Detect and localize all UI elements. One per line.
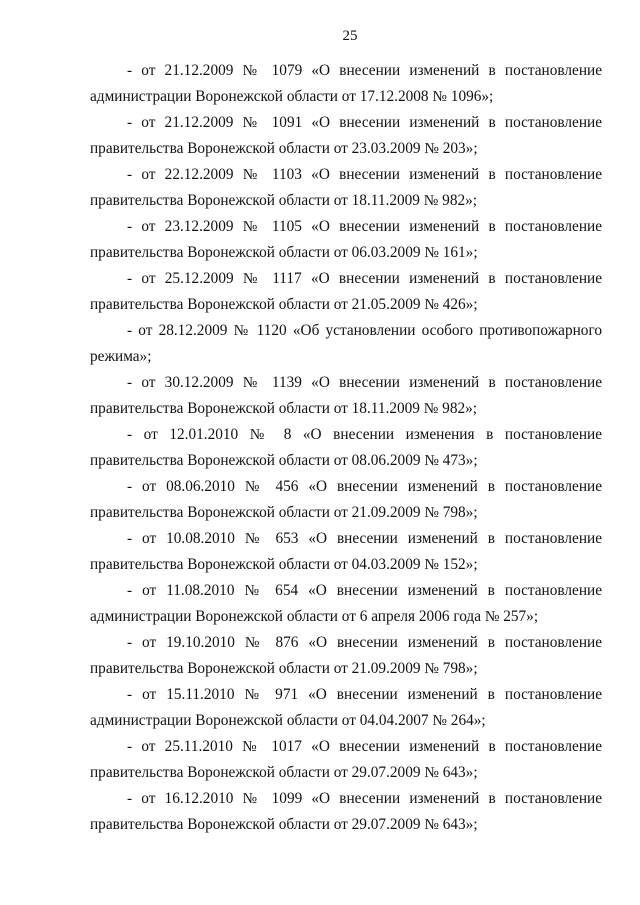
entry-line-2: правительства Воронежской области от 23.03.2009 № 203»; (90, 140, 478, 157)
entry-line-2: правительства Воронежской области от 29.07.2009 № 643»; (90, 764, 478, 781)
list-item (90, 682, 602, 734)
list-item (90, 630, 602, 682)
entry-line-1: - от 08.06.2010 № 456 «О внесении изменений в постановление (127, 478, 602, 495)
entry-line-1: - от 11.08.2010 № 654 «О внесении изменений в постановление (127, 582, 602, 599)
entry-line-1: - от 10.08.2010 № 653 «О внесении изменений в постановление (127, 530, 602, 547)
entry-line-2: правительства Воронежской области от 21.05.2009 № 426»; (90, 296, 478, 313)
entry-line-1: - от 25.12.2009 № 1117 «О внесении изменений в постановление (127, 270, 602, 287)
entry-line-1: - от 19.10.2010 № 876 «О внесении изменений в постановление (127, 634, 602, 651)
entry-line-2: администрации Воронежской области от 6 апреля 2006 года № 257»; (90, 608, 539, 625)
list-item (90, 422, 602, 474)
list-item (90, 110, 602, 162)
entry-line-1: - от 23.12.2009 № 1105 «О внесении изменений в постановление (127, 218, 602, 235)
entry-line-1: - от 12.01.2010 № 8 «О внесении изменения в постановление (127, 426, 602, 443)
entry-line-2: правительства Воронежской области от 21.09.2009 № 798»; (90, 504, 478, 521)
list-item (90, 786, 602, 838)
entry-line-1: - от 25.11.2010 № 1017 «О внесении изменений в постановление (127, 738, 602, 755)
entry-line-2: администрации Воронежской области от 17.12.2008 № 1096»; (90, 88, 494, 105)
list-item (90, 370, 602, 422)
entry-line-2: правительства Воронежской области от 29.07.2009 № 643»; (90, 816, 478, 833)
entry-line-2: правительства Воронежской области от 18.11.2009 № 982»; (90, 400, 478, 417)
entry-line-2: правительства Воронежской области от 06.03.2009 № 161»; (90, 244, 478, 261)
entry-line-2: администрации Воронежской области от 04.04.2007 № 264»; (90, 712, 486, 729)
entry-line-1: - от 30.12.2009 № 1139 «О внесении изменений в постановление (127, 374, 602, 391)
entry-line-1: - от 28.12.2009 № 1120 «Об установлении особого противопожарного (127, 322, 602, 339)
entry-line-1: - от 15.11.2010 № 971 «О внесении изменений в постановление (127, 686, 602, 703)
entry-line-2: режима»; (90, 348, 152, 365)
list-item (90, 578, 602, 630)
list-item (90, 734, 602, 786)
list-item (90, 266, 602, 318)
entries-list (90, 58, 602, 838)
entry-line-1: - от 21.12.2009 № 1091 «О внесении изменений в постановление (127, 114, 602, 131)
entry-line-1: - от 16.12.2010 № 1099 «О внесении изменений в постановление (127, 790, 602, 807)
entry-line-2: правительства Воронежской области от 08.06.2009 № 473»; (90, 452, 478, 469)
entry-line-2: правительства Воронежской области от 18.11.2009 № 982»; (90, 192, 478, 209)
list-item (90, 318, 602, 370)
entry-line-1: - от 21.12.2009 № 1079 «О внесении изменений в постановление (127, 62, 602, 79)
page-number: 25 (342, 28, 358, 44)
entry-line-2: правительства Воронежской области от 21.09.2009 № 798»; (90, 660, 478, 677)
list-item (90, 526, 602, 578)
list-item (90, 214, 602, 266)
entry-line-2: правительства Воронежской области от 04.03.2009 № 152»; (90, 556, 478, 573)
list-item (90, 474, 602, 526)
list-item (90, 58, 602, 110)
list-item (90, 162, 602, 214)
entry-line-1: - от 22.12.2009 № 1103 «О внесении изменений в постановление (127, 166, 602, 183)
